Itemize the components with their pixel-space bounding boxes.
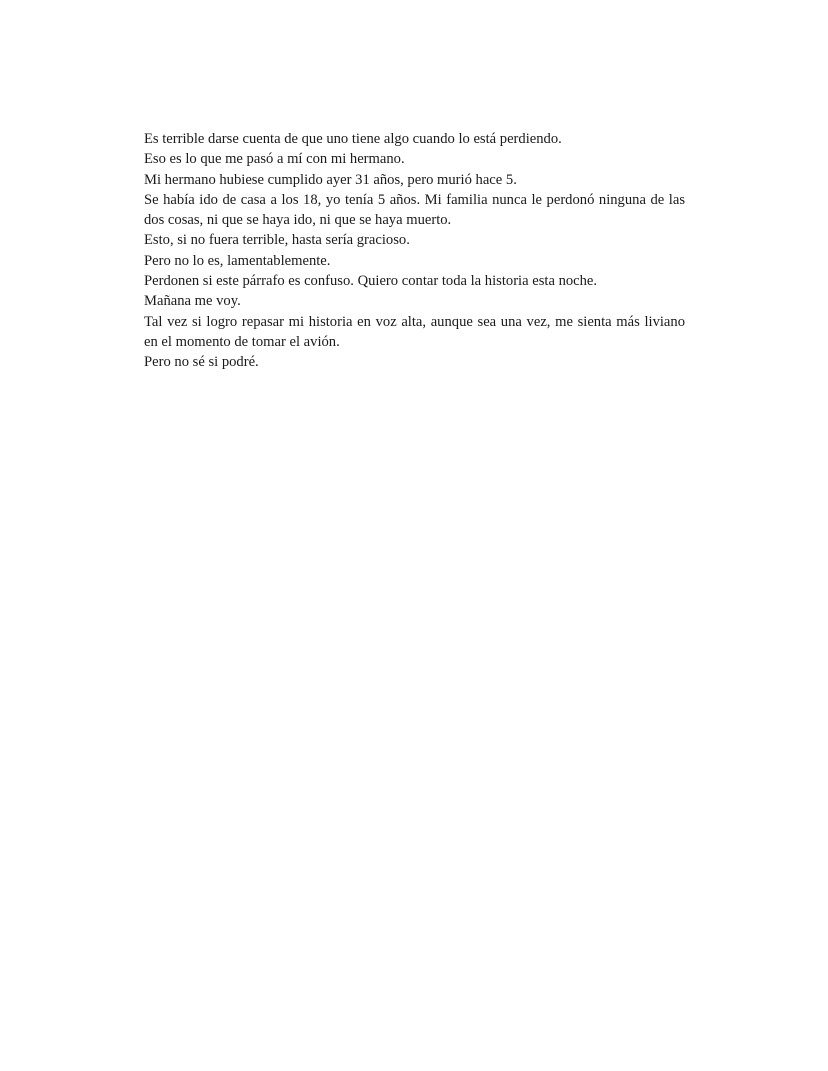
paragraph: Pero no lo es, lamentablemente. (144, 252, 331, 269)
paragraph: Eso es lo que me pasó a mí con mi hermano. (144, 151, 405, 168)
document-body (144, 129, 685, 373)
paragraph: Tal vez si logro repasar mi historia en voz alta, aunque sea una vez, me sienta más liviano en el momento de tomar el avión. (144, 313, 685, 350)
paragraph: Mañana me voy. (144, 293, 241, 310)
paragraph: Esto, si no fuera terrible, hasta sería gracioso. (144, 232, 410, 249)
paragraph: Es terrible darse cuenta de que uno tiene algo cuando lo está perdiendo. (144, 131, 562, 147)
paragraph: Pero no sé si podré. (144, 354, 259, 371)
paragraph: Mi hermano hubiese cumplido ayer 31 años, pero murió hace 5. (144, 171, 517, 188)
paragraph: Se había ido de casa a los 18, yo tenía 5 años. Mi familia nunca le perdonó ninguna de las dos cosas, ni que se haya ido, ni que se haya muerto. (144, 191, 685, 229)
paragraph: Perdonen si este párrafo es confuso. Quiero contar toda la historia esta noche. (144, 273, 598, 290)
